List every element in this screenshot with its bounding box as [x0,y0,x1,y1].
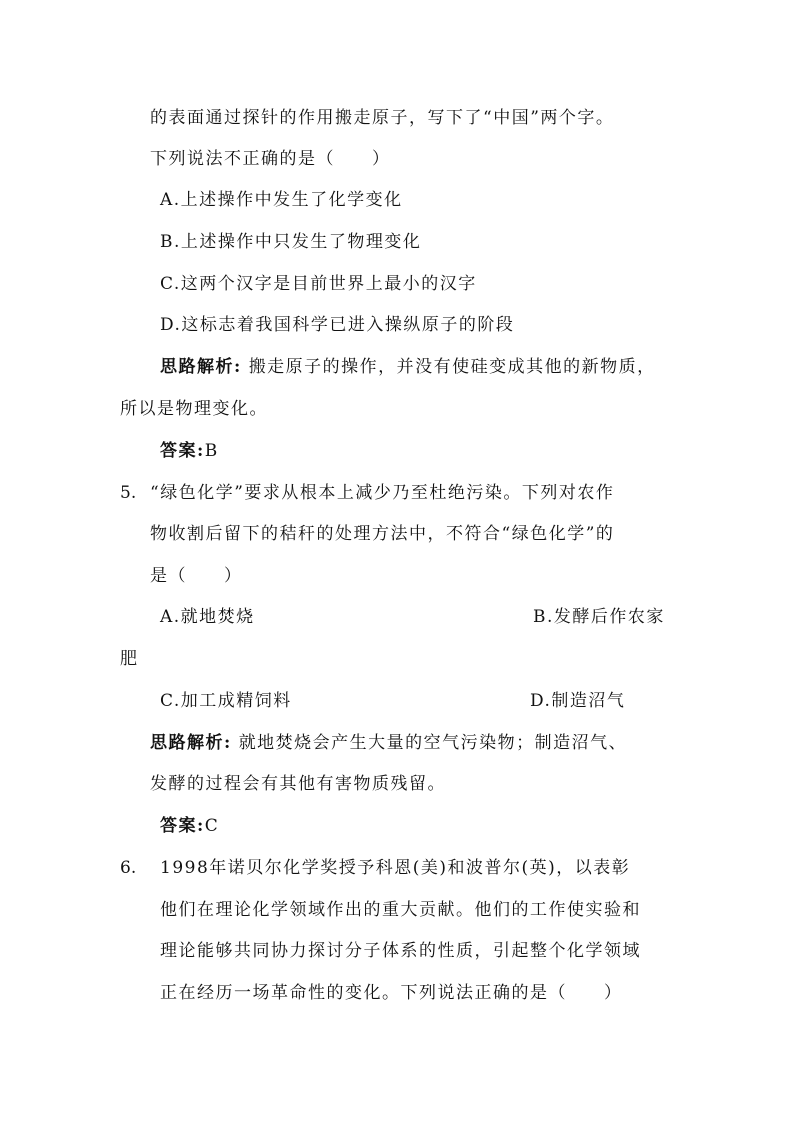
q4-option-b: B.上述操作中只发生了物理变化 [160,232,422,252]
q5-analysis [150,731,627,755]
q6-stem-line3: 理论能够共同协力探讨分子体系的性质，引起整个化学领域 [160,941,641,961]
q5-analysis-line2: 发酵的过程会有其他有害物质残留。 [150,774,446,794]
q4-analysis-label: 思路解析: [160,357,242,377]
q5-option-c: C.加工成精饲料 [160,691,292,711]
q5-option-a: A.就地焚烧 [160,607,255,627]
q4-answer [160,439,219,463]
q4-option-d: D.这标志着我国科学已进入操纵原子的阶段 [160,315,515,335]
q5-stem-line1: “绿色化学”要求从根本上减少乃至杜绝污染。下列对农作 [150,483,615,503]
q5-option-b: B.发酵后作农家 [533,607,665,627]
q4-analysis-line2: 所以是物理变化。 [120,399,268,419]
q4-analysis [160,355,656,379]
q5-answer-label: 答案: [160,816,205,836]
q4-prompt: 下列说法不正确的是（ ） [150,149,391,169]
q6-stem-line2: 他们在理论化学领域作出的重大贡献。他们的工作使实验和 [160,900,641,920]
q4-option-c: C.这两个汉字是目前世界上最小的汉字 [160,274,477,294]
q5-stem-line2: 物收割后留下的秸秆的处理方法中，不符合“绿色化学”的 [150,524,615,544]
q5-option-d: D.制造沼气 [530,691,626,711]
q6-stem-line4: 正在经历一场革命性的变化。下列说法正确的是（ ） [160,983,623,1003]
q5-answer-value: C [204,816,220,836]
q5-answer [160,814,219,838]
q5-number: 5. [120,483,137,503]
q5-analysis-label: 思路解析: [150,733,232,753]
q4-analysis-text: 搬走原子的操作，并没有使硅变成其他的新物质， [248,357,656,377]
q5-stem-line3: 是（ ） [150,566,243,586]
q4-stem-line: 的表面通过探针的作用搬走原子，写下了“中国”两个字。 [150,108,615,128]
q5-analysis-text: 就地焚烧会产生大量的空气污染物；制造沼气、 [238,733,628,753]
q5-option-b-wrap: 肥 [120,649,139,669]
q4-answer-value: B [204,441,219,461]
q6-number: 6. [120,858,137,878]
q6-stem-line1: 1998年诺贝尔化学奖授予科恩(美)和波普尔(英)，以表彰 [160,858,631,878]
q4-option-a: A.上述操作中发生了化学变化 [160,190,403,210]
q4-answer-label: 答案: [160,441,205,461]
